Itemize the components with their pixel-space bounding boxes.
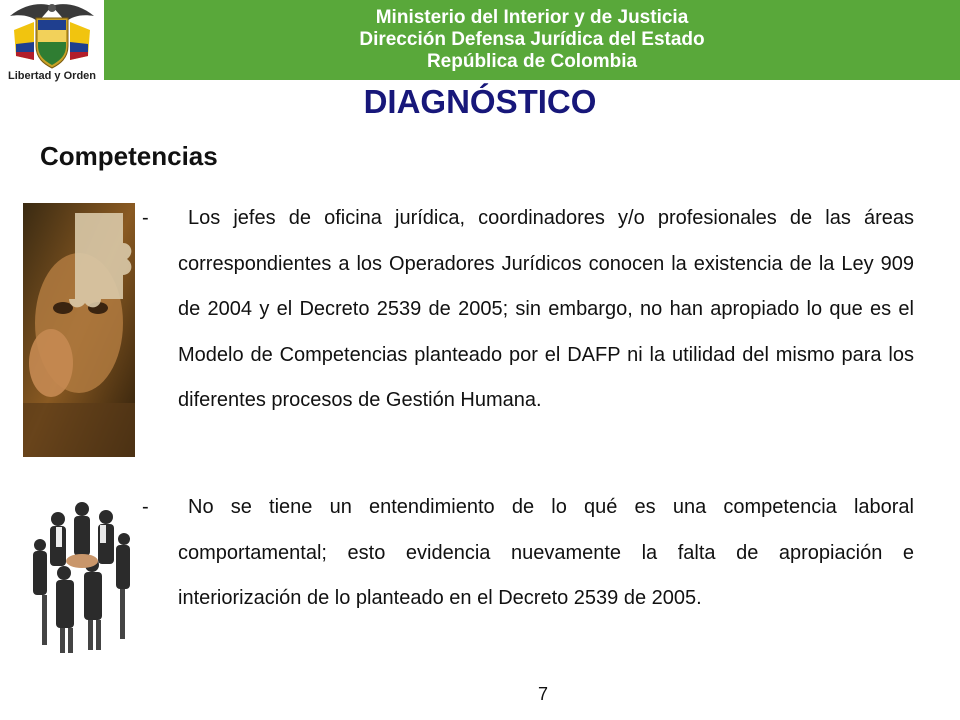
page-number: 7 (538, 684, 549, 704)
bullet-paragraph-1 (142, 196, 914, 424)
bullet-dash: - (142, 207, 149, 229)
bullet-paragraph-2 (142, 485, 914, 622)
team-hands-photo (30, 495, 135, 655)
header-country: República de Colombia (426, 51, 638, 72)
header-banner (104, 0, 960, 80)
logo-caption: Libertad y Orden (7, 70, 97, 82)
bullet-dash: - (142, 496, 149, 518)
header-direction: Dirección Defensa Jurídica del Estado (359, 29, 705, 50)
puzzle-person-photo (23, 203, 135, 457)
bullet-text: No se tiene un entendimiento de lo qué es una competencia laboral comportamental; esto evidencia nuevamente la falta de apropiación e interiorización de lo planteado en el Decreto 2539 de 2005. (178, 496, 914, 609)
bullet-text: Los jefes de oficina jurídica, coordinadores y/o profesionales de las áreas correspondientes a los Operadores Jurídicos conocen la existencia de la Ley 909 de 2004 y el Decreto 2539 de 2005; sin embargo, no han apropiado lo que es el Modelo de Competencias planteado por el DAFP ni la utilidad del mismo para los diferentes procesos de Gestión Humana. (178, 207, 914, 411)
section-heading: Competencias (40, 141, 218, 171)
page-title: DIAGNÓSTICO (363, 83, 597, 120)
coat-of-arms-logo (2, 0, 102, 92)
header-ministry: Ministerio del Interior y de Justicia (375, 7, 689, 28)
